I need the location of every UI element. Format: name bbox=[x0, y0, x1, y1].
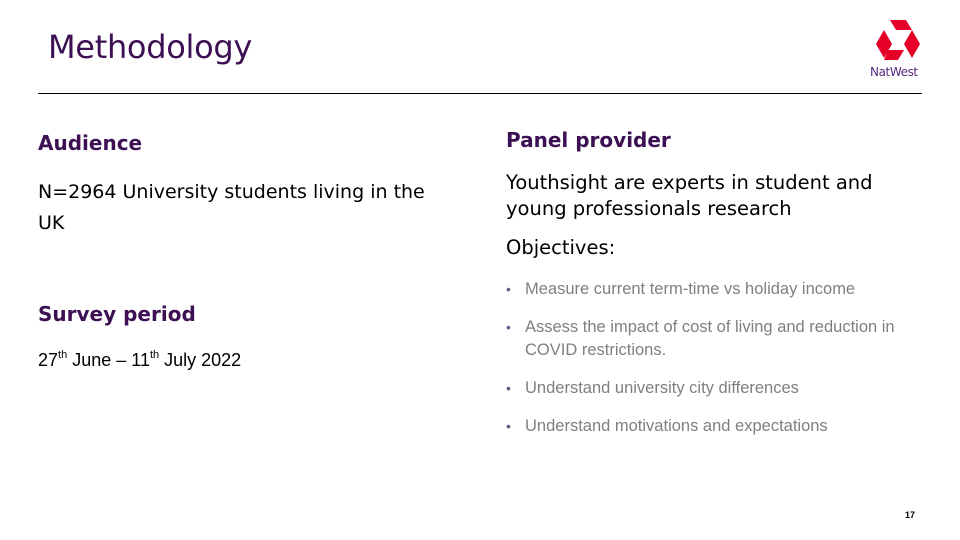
natwest-logo bbox=[868, 20, 926, 82]
bullet-icon: • bbox=[506, 380, 511, 396]
list-item: • Understand university city differences bbox=[506, 377, 926, 400]
slide-title: Methodology bbox=[48, 28, 253, 66]
title-divider bbox=[38, 93, 922, 94]
list-item: • Measure current term-time vs holiday income bbox=[506, 278, 926, 301]
audience-heading: Audience bbox=[38, 131, 143, 155]
list-item: • Understand motivations and expectations bbox=[506, 415, 926, 438]
objectives-list bbox=[506, 278, 926, 453]
survey-period-dates: 27th June – 11th July 2022 bbox=[38, 349, 242, 370]
bullet-icon: • bbox=[506, 319, 511, 335]
audience-text: N=2964 University students living in the UK bbox=[38, 181, 425, 234]
panel-provider-text: Youthsight are experts in student and young professionals research bbox=[506, 171, 873, 220]
bullet-icon: • bbox=[506, 281, 511, 297]
natwest-chevrons-icon bbox=[876, 20, 920, 60]
objectives-label: Objectives: bbox=[506, 236, 616, 259]
bullet-icon: • bbox=[506, 418, 511, 434]
brand-name: NatWest bbox=[870, 65, 918, 79]
page-number: 17 bbox=[905, 510, 916, 520]
panel-provider-heading: Panel provider bbox=[506, 128, 671, 152]
list-item: • Assess the impact of cost of living and reduction in COVID restrictions. bbox=[506, 318, 895, 359]
survey-period-heading: Survey period bbox=[38, 302, 196, 326]
